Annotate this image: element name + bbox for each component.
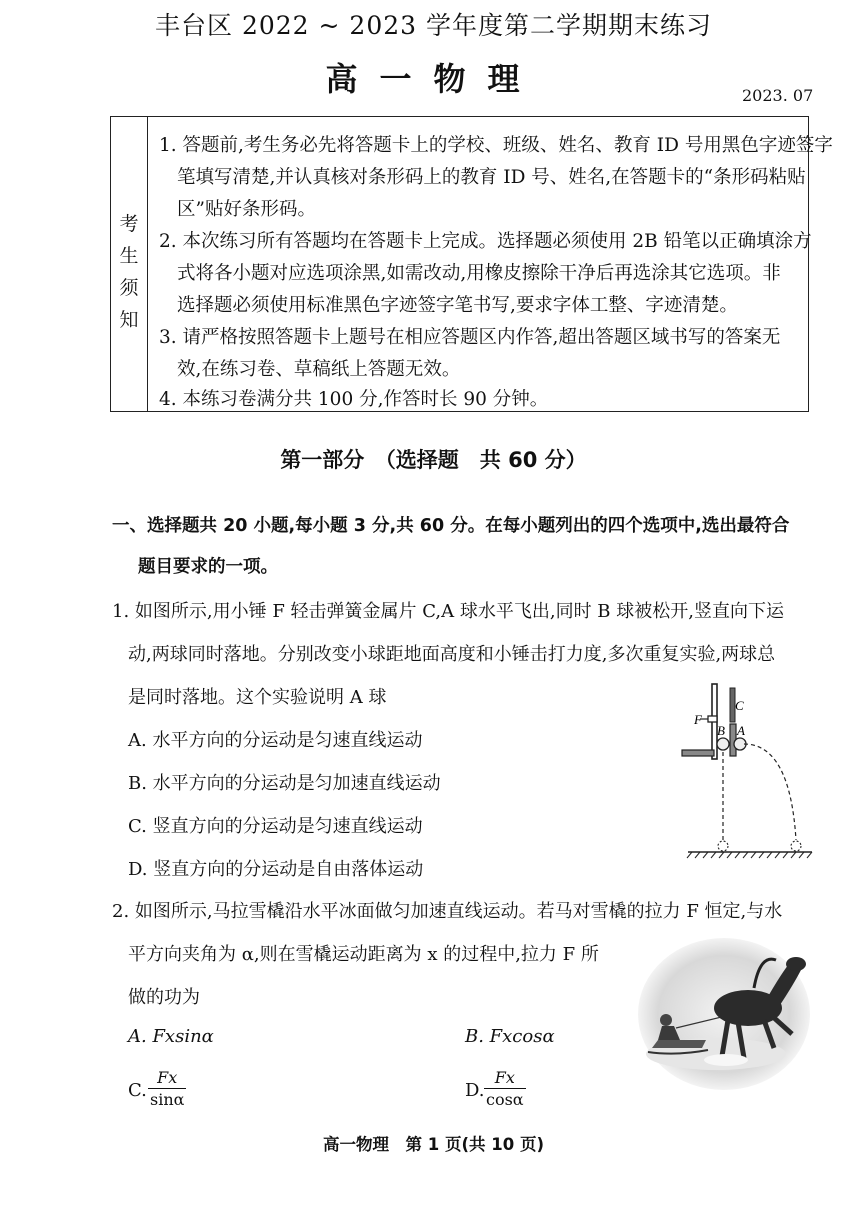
q1-option-b: B. 水平方向的分运动是匀加速直线运动 (128, 773, 441, 794)
notice-line: 式将各小题对应选项涂黑,如需改动,用橡皮擦除干净后再选涂其它选项。非 (177, 263, 781, 284)
notice-side-label (111, 117, 148, 411)
stand-base (682, 750, 714, 756)
a-landed (791, 841, 801, 851)
notice-line: 1. 答题前,考生务必先将答题卡上的学校、班级、姓名、教育 ID 号用黑色字迹签字 (159, 135, 833, 156)
q2-option-c-fraction (148, 1068, 186, 1109)
exam-title: 丰台区 2022 ~ 2023 学年度第二学期期末练习 (155, 11, 712, 40)
label-f: F (694, 712, 702, 727)
q2-option-d-label: D. (465, 1080, 485, 1101)
section-instruction: 题目要求的一项。 (138, 557, 278, 577)
notice-side-char: 知 (119, 309, 139, 331)
notice-line: 选择题必须使用标准黑色字迹签字笔书写,要求字体工整、字迹清楚。 (177, 295, 738, 316)
q2-stem: 平方向夹角为 α,则在雪橇运动距离为 x 的过程中,拉力 F 所 (128, 944, 599, 965)
notice-side-char: 须 (119, 277, 139, 299)
label-a: A (737, 723, 745, 738)
q1-experiment-figure (678, 680, 814, 865)
notice-side-char: 生 (119, 245, 139, 267)
q1-option-a: A. 水平方向的分运动是匀速直线运动 (128, 730, 423, 751)
a-trajectory (744, 744, 796, 840)
q1-stem: 1. 如图所示,用小锤 F 轻击弹簧金属片 C,A 球水平飞出,同时 B 球被松开,竖直向下运 (112, 601, 784, 622)
subject-title: 高一物理 (325, 60, 542, 98)
q1-option-c: C. 竖直方向的分运动是匀速直线运动 (128, 816, 423, 837)
notice-line: 4. 本练习卷满分共 100 分,作答时长 90 分钟。 (159, 389, 549, 410)
fraction-numerator: Fx (157, 1068, 178, 1087)
q2-stem: 做的功为 (128, 987, 200, 1008)
q1-stem: 是同时落地。这个实验说明 A 球 (128, 687, 387, 708)
q2-option-a: A. Fxsinα (128, 1026, 214, 1047)
notice-line: 效,在练习卷、草稿纸上答题无效。 (177, 359, 461, 380)
fraction-numerator: Fx (494, 1068, 515, 1087)
label-c: C (735, 698, 744, 713)
page-footer: 高一物理 第 1 页(共 10 页) (322, 1135, 544, 1154)
q2-option-b: B. Fxcosα (465, 1026, 555, 1047)
q2-option-d-fraction (484, 1068, 526, 1109)
notice-line: 2. 本次练习所有答题均在答题卡上完成。选择题必须使用 2B 铅笔以正确填涂方 (159, 231, 812, 252)
notice-line: 笔填写清楚,并认真核对条形码上的教育 ID 号、姓名,在答题卡的“条形码粘贴 (177, 167, 806, 188)
q2-stem: 2. 如图所示,马拉雪橇沿水平冰面做匀加速直线运动。若马对雪橇的拉力 F 恒定,与水 (112, 901, 783, 922)
label-b: B (717, 723, 725, 738)
notice-line: 区”贴好条形码。 (177, 199, 316, 220)
q1-stem: 动,两球同时落地。分别改变小球距地面高度和小锤击打力度,多次重复实验,两球总 (128, 644, 776, 665)
fraction-denominator: cosα (486, 1090, 524, 1109)
fraction-denominator: sinα (150, 1090, 185, 1109)
q2-option-c-label: C. (128, 1080, 147, 1101)
notice-side-char: 考 (119, 213, 139, 235)
notice-line: 3. 请严格按照答题卡上题号在相应答题区内作答,超出答题区域书写的答案无 (159, 327, 781, 348)
notice-box (110, 116, 833, 412)
q2-horse-sled-photo (636, 936, 812, 1092)
section-instruction: 一、选择题共 20 小题,每小题 3 分,共 60 分。在每小题列出的四个选项中,选出最符合 (112, 516, 790, 536)
q1-option-d: D. 竖直方向的分运动是自由落体运动 (128, 859, 424, 880)
hammer-head (708, 716, 717, 722)
part-title: 第一部分 （选择题 共 60 分） (280, 448, 587, 472)
b-landed (718, 841, 728, 851)
exam-date: 2023. 07 (742, 86, 814, 105)
ball-b (717, 738, 729, 750)
